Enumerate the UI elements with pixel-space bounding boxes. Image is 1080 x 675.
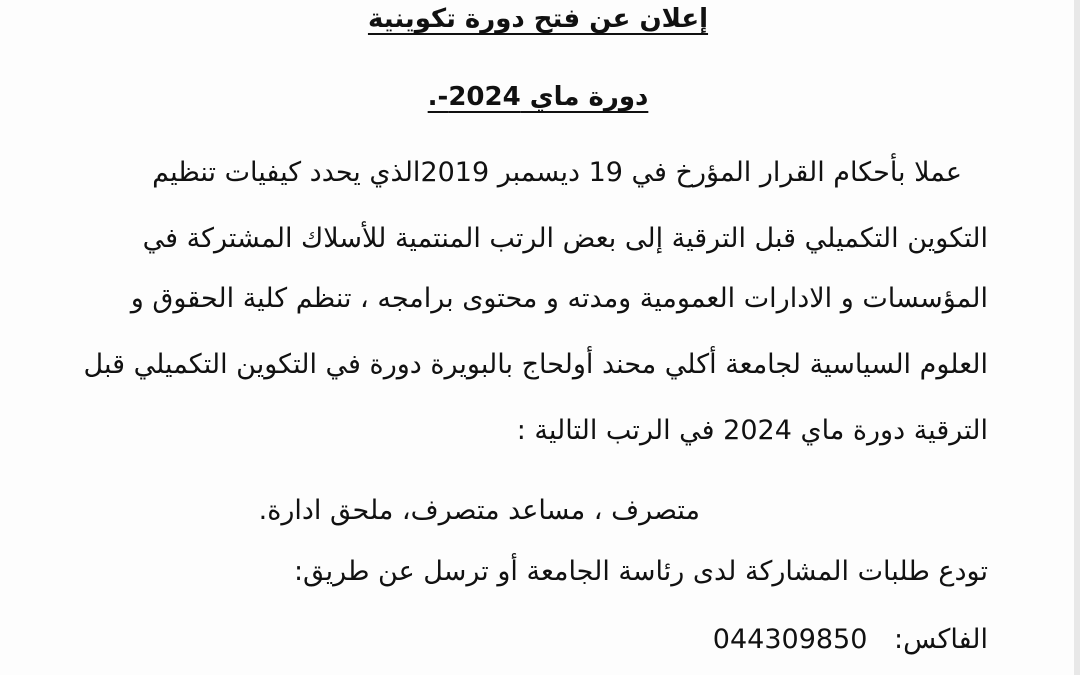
announcement-title-text: إعلان عن فتح دورة تكوينية	[367, 4, 709, 34]
paragraph-line-4: العلوم السياسية لجامعة أكلي محند أولحاج بالبويرة دورة في التكوين التكميلي قبل	[83, 349, 988, 380]
fax-label: الفاكس:	[894, 624, 988, 655]
session-subtitle-text: دورة ماي 2024-.	[427, 82, 649, 112]
announcement-title	[300, 4, 776, 34]
session-subtitle	[300, 82, 776, 112]
paragraph-line-5: الترقية دورة ماي 2024 في الرتب التالية :	[516, 415, 988, 446]
paragraph-line-3: المؤسسات و الادارات العمومية ومدته و محتوى برامجه ، تنظم كلية الحقوق و	[130, 283, 988, 314]
ranks-list: متصرف ، مساعد متصرف، ملحق ادارة.	[258, 495, 700, 526]
paragraph-line-2: التكوين التكميلي قبل الترقية إلى بعض الرتب المنتمية للأسلاك المشتركة في	[142, 223, 988, 254]
paragraph-line-1: عملا بأحكام القرار المؤرخ في 19 ديسمبر 2019الذي يحدد كيفيات تنظيم	[152, 157, 962, 188]
scan-edge	[1074, 0, 1080, 675]
fax-number: 044309850	[712, 624, 868, 655]
fax-contact	[713, 624, 988, 656]
submission-instructions: تودع طلبات المشاركة لدى رئاسة الجامعة أو ترسل عن طريق:	[293, 556, 988, 587]
